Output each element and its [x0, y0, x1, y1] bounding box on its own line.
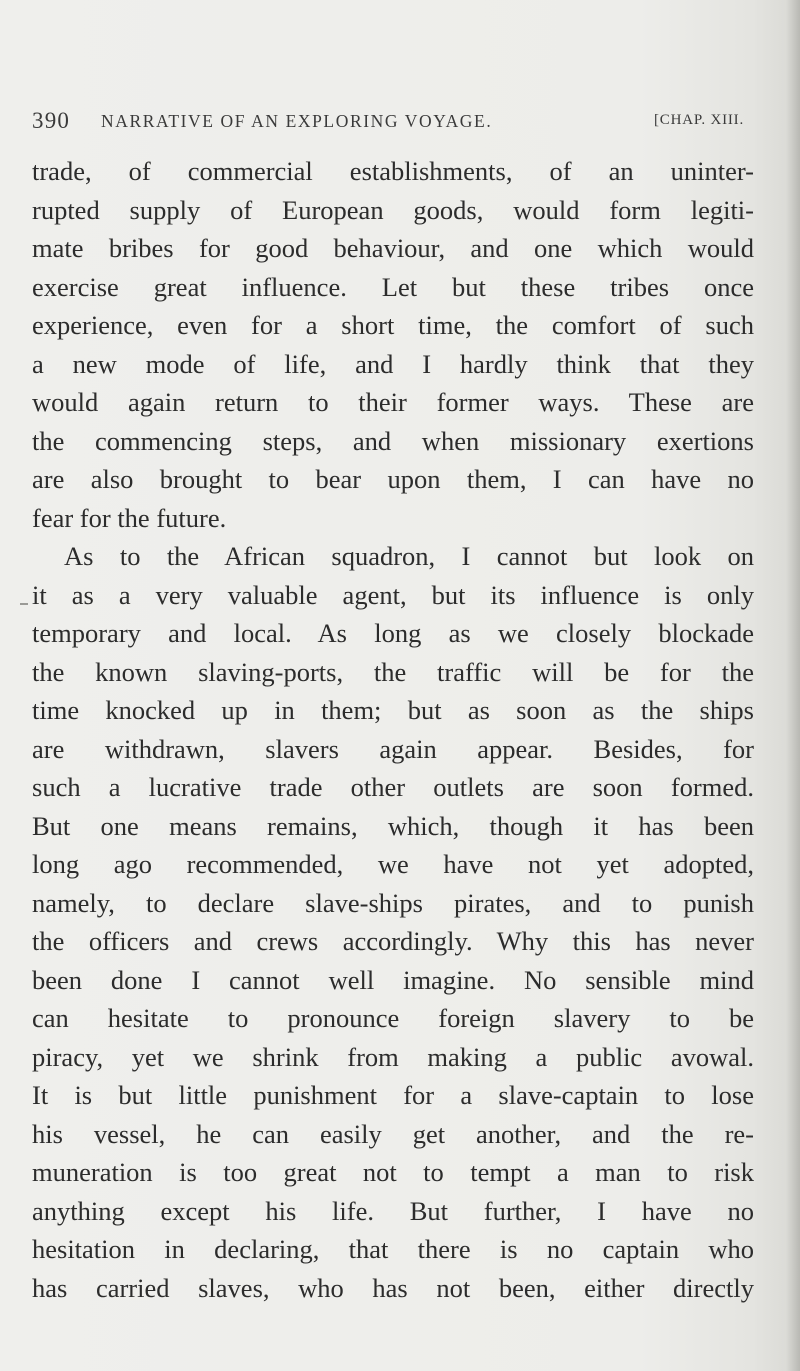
text-line: his vessel, he can easily get another, and the re- — [32, 1118, 754, 1149]
margin-mark — [20, 603, 28, 605]
text-line: a new mode of life, and I hardly think that they — [32, 348, 754, 379]
paragraph-start-line: As to the African squadron, I cannot but look on — [64, 541, 754, 571]
text-line: rupted supply of European goods, would form legiti- — [32, 194, 754, 225]
text-line: are withdrawn, slavers again appear. Besides, for — [32, 733, 754, 764]
text-line: has carried slaves, who has not been, either directly — [32, 1272, 754, 1303]
text-line: the officers and crews accordingly. Why this has never — [32, 926, 754, 956]
text-line: But one means remains, which, though it has been — [32, 810, 754, 841]
running-head — [32, 108, 752, 140]
page-edge-shadow — [786, 0, 800, 1371]
text-line: exercise great influence. Let but these tribes once — [32, 271, 754, 302]
text-line: namely, to declare slave-ships pirates, and to punish — [32, 887, 754, 918]
running-title: NARRATIVE OF AN EXPLORING VOYAGE. — [101, 111, 493, 131]
body-text — [32, 152, 754, 1307]
text-line: such a lucrative trade other outlets are soon formed. — [32, 772, 754, 802]
chapter-reference: [CHAP. XIII. — [654, 112, 745, 128]
paragraph-end-line: fear for the future. — [32, 502, 227, 533]
text-line: trade, of commercial establishments, of an uninter- — [32, 156, 754, 186]
text-line: the commencing steps, and when missionary exertions — [32, 425, 754, 456]
page-number: 390 — [32, 108, 71, 133]
text-line: anything except his life. But further, I have no — [32, 1195, 754, 1226]
text-line: would again return to their former ways. These are — [32, 387, 754, 417]
text-line: can hesitate to pronounce foreign slavery to be — [32, 1003, 754, 1033]
text-line: It is but little punishment for a slave-captain to lose — [32, 1080, 754, 1110]
text-line: time knocked up in them; but as soon as the ships — [32, 695, 754, 725]
text-line: it as a very valuable agent, but its influence is only — [32, 579, 754, 610]
text-line: the known slaving-ports, the traffic will be for the — [32, 656, 754, 687]
text-line: long ago recommended, we have not yet adopted, — [32, 849, 754, 879]
text-line: experience, even for a short time, the comfort of such — [32, 310, 754, 340]
text-line: are also brought to bear upon them, I can have no — [32, 464, 754, 494]
text-line: mate bribes for good behaviour, and one which would — [32, 233, 754, 263]
text-line: hesitation in declaring, that there is no captain who — [32, 1234, 754, 1264]
text-line: muneration is too great not to tempt a man to risk — [32, 1157, 754, 1187]
text-line: been done I cannot well imagine. No sensible mind — [32, 964, 754, 995]
text-line: temporary and local. As long as we closely blockade — [32, 618, 754, 648]
text-line: piracy, yet we shrink from making a public avowal. — [32, 1041, 754, 1072]
